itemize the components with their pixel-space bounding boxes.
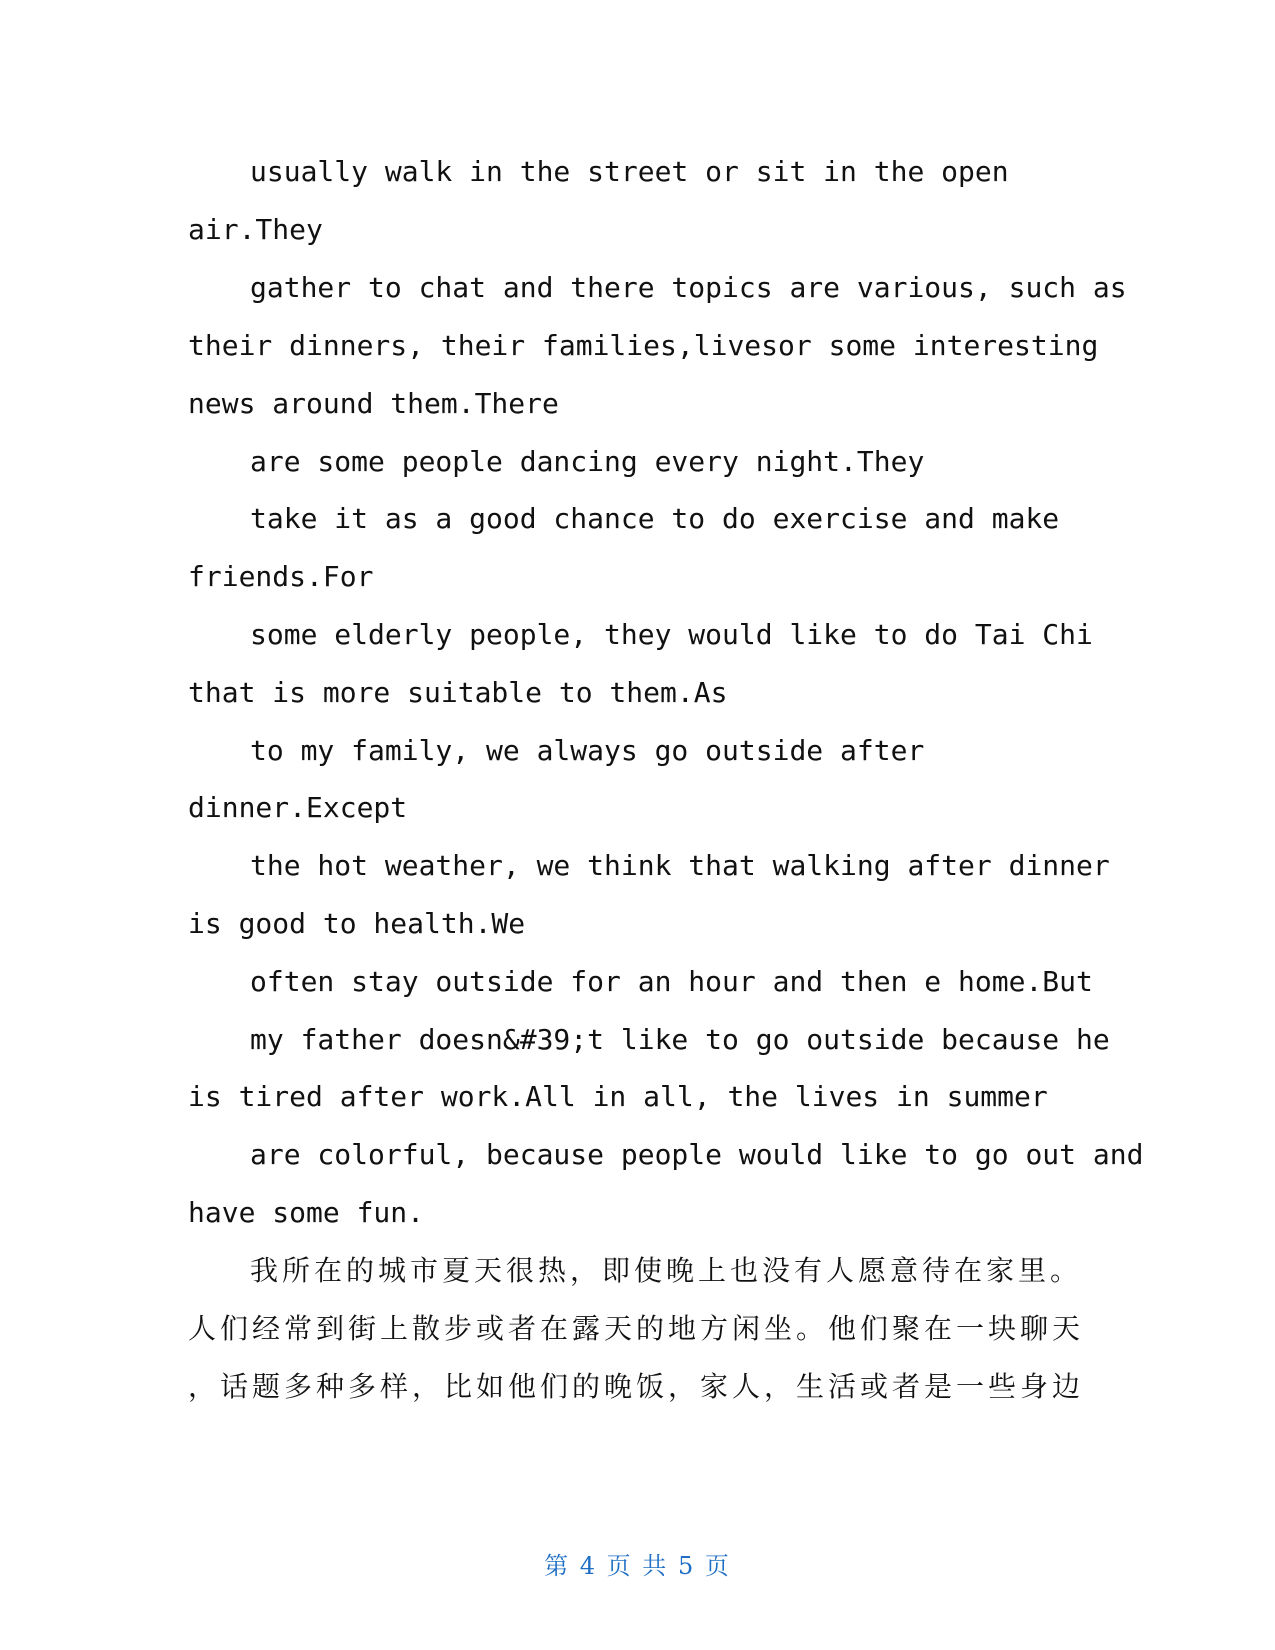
chinese-text-line: ，话题多种多样，比如他们的晚饭，家人，生活或者是一些身边: [188, 1370, 1085, 1403]
text-line: is tired after work.All in all, the lives in summer: [188, 1080, 1048, 1113]
text-line: have some fun.: [188, 1196, 425, 1229]
text-line: news around them.There: [188, 387, 559, 420]
text-line: gather to chat and there topics are various, such as: [250, 271, 1127, 304]
text-line: air.They: [188, 213, 323, 246]
text-line: to my family, we always go outside after: [250, 734, 925, 767]
text-line: my father doesn&#39;t like to go outside because he: [250, 1023, 1110, 1056]
chinese-text-line: 人们经常到街上散步或者在露天的地方闲坐。他们聚在一块聊天: [188, 1312, 1085, 1345]
text-line: are colorful, because people would like to go out and: [250, 1138, 1144, 1171]
text-line: are some people dancing every night.They: [250, 445, 925, 478]
text-line: the hot weather, we think that walking after dinner: [250, 849, 1110, 882]
text-line: often stay outside for an hour and then e home.But: [250, 965, 1093, 998]
page-number-footer: 第 4 页 共 5 页: [544, 1552, 731, 1580]
text-line: some elderly people, they would like to do Tai Chi: [250, 618, 1093, 651]
text-line: take it as a good chance to do exercise and make: [250, 502, 1060, 535]
text-line: friends.For: [188, 560, 374, 593]
text-line: dinner.Except: [188, 791, 408, 824]
text-line: usually walk in the street or sit in the open: [250, 155, 1009, 188]
text-line: is good to health.We: [188, 907, 526, 940]
chinese-text-line: 我所在的城市夏天很热，即使晚上也没有人愿意待在家里。: [250, 1254, 1083, 1287]
text-line: their dinners, their families,livesor some interesting: [188, 329, 1099, 362]
text-line: that is more suitable to them.As: [188, 676, 728, 709]
